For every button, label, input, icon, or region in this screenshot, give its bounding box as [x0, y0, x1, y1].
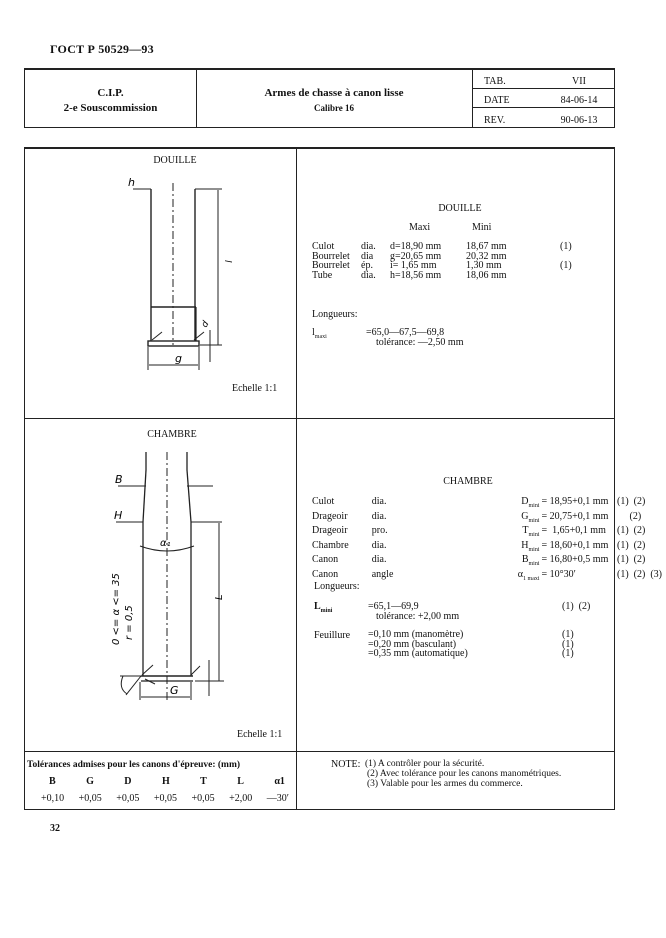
part: Bourrelet — [312, 250, 350, 262]
symbol — [428, 555, 541, 570]
chambre-table-title: CHAMBRE — [443, 476, 493, 487]
notes: (1) (2) — [617, 539, 646, 551]
type: dia. — [371, 496, 387, 507]
mini: 20,32 mm — [466, 250, 507, 262]
sym: H — [521, 539, 529, 551]
symbol — [428, 512, 541, 527]
part: Culot — [312, 241, 335, 252]
type: dia. — [371, 539, 387, 551]
sym: D — [521, 496, 529, 507]
label-L: L — [214, 594, 225, 600]
feuillure-label: Feuillure — [314, 630, 351, 641]
sub: mini — [528, 532, 540, 538]
label-constraint-r: r = 0,5 — [124, 605, 135, 640]
lmax-value: =65,0—67,5—69,8 — [366, 327, 445, 338]
label-B: B — [115, 473, 123, 486]
tol-header: L — [237, 776, 244, 787]
header-title: Armes de chasse à canon lisse — [264, 87, 404, 99]
type: dia. — [361, 241, 376, 252]
label-g: g — [175, 352, 182, 365]
table-row — [312, 512, 666, 527]
sub: mini — [528, 546, 540, 553]
maxi: h=18,56 mm — [390, 269, 442, 281]
part: Drageoir — [312, 525, 348, 536]
symbol — [428, 541, 541, 556]
lmin-value: =65,1—69,9 — [368, 601, 419, 612]
tolerances-title: Tolérances admises pour les canons d'épreuve: (mm) — [27, 760, 241, 770]
mini: 18,67 mm — [466, 241, 507, 252]
value: = 16,80+0,5 mm — [541, 554, 609, 565]
table-row — [312, 541, 666, 556]
sym: α — [517, 568, 524, 580]
tol-value: +0,05 — [191, 793, 215, 804]
notes: (1) (2) — [617, 525, 646, 536]
tol-value: +0,05 — [116, 793, 140, 804]
feuillure-note: (1) — [562, 629, 574, 640]
col-maxi: Maxi — [409, 222, 431, 233]
meta-value: VII — [572, 76, 586, 87]
meta-key: TAB. — [484, 76, 506, 87]
document-code: ГОСТ Р 50529—93 — [50, 42, 154, 56]
lmin-tolerance: tolérance: +2,00 mm — [376, 611, 460, 622]
tol-value: +2,00 — [229, 793, 253, 804]
tolerances-header-row — [27, 776, 291, 787]
tol-header: D — [124, 776, 132, 787]
notes: (1) (2) — [617, 496, 646, 507]
label-H: H — [114, 509, 123, 522]
type: dia. — [371, 554, 387, 565]
part: Tube — [312, 269, 333, 281]
page-number: 32 — [50, 823, 60, 834]
sub: mini — [528, 503, 540, 509]
feuillure-note: (1) — [562, 648, 574, 659]
sym: G — [521, 510, 529, 522]
table-row — [312, 570, 666, 585]
part: Canon — [312, 568, 339, 580]
lmax-tolerance: tolérance: —2,50 mm — [376, 337, 464, 348]
subcommission: 2-e Souscommission — [63, 102, 158, 114]
type: ép. — [361, 260, 373, 271]
table-row — [312, 555, 666, 570]
feuillure-item: =0,35 mm (automatique) — [368, 648, 468, 659]
table-row — [312, 526, 666, 541]
notes: (2) — [617, 510, 642, 522]
sub: mini — [528, 561, 540, 567]
header-subtitle: Calibre 16 — [313, 103, 355, 113]
symbol — [428, 526, 541, 541]
maxi: i= 1,65 mm — [390, 260, 437, 271]
type: angle — [371, 568, 394, 580]
maxi: g=20,65 mm — [390, 250, 442, 262]
symbol — [428, 497, 541, 512]
value: = 18,95+0,1 mm — [541, 496, 609, 507]
chambre-lengths-label: Longueurs: — [314, 581, 360, 592]
sym: B — [521, 554, 529, 565]
part: Culot — [312, 496, 335, 507]
chambre-scale: Echelle 1:1 — [237, 729, 283, 740]
value: = 18,60+0,1 mm — [541, 539, 609, 551]
note: (1) — [560, 260, 572, 271]
feuillure-notes — [562, 630, 574, 659]
tol-value: +0,10 — [41, 793, 65, 804]
type: pro. — [371, 525, 388, 536]
note-item: (2) Avec tolérance pour les canons manométriques. — [367, 769, 562, 779]
label-d: d — [199, 319, 212, 330]
type: dia. — [361, 269, 376, 281]
tol-value: —30′ — [266, 793, 289, 804]
meta-value: 84-06-14 — [560, 95, 598, 106]
feuillure-note: (1) — [562, 638, 574, 650]
label-l: l — [222, 260, 232, 263]
type: dia — [361, 250, 374, 262]
lmax-symbol: l — [312, 327, 315, 338]
douille-table-title: DOUILLE — [438, 203, 482, 214]
maxi: d=18,90 mm — [390, 241, 442, 252]
part: Chambre — [312, 539, 349, 551]
label-constraint-alpha: 0 <= α <= 35 — [111, 573, 122, 645]
lmin-label — [314, 601, 332, 614]
part: Bourrelet — [312, 260, 350, 271]
note-item: (1) A contrôler pour la sécurité. — [365, 759, 485, 769]
table-row — [312, 497, 666, 512]
tol-header: α1 — [274, 776, 285, 787]
chambre-table — [312, 497, 666, 584]
symbol — [428, 570, 541, 585]
tol-value: +0,05 — [78, 793, 102, 804]
note-item: (3) Valable pour les armes du commerce. — [367, 779, 523, 789]
label-alpha1: α₁ — [160, 538, 171, 549]
feuillure-item: =0,10 mm (manomètre) — [368, 629, 464, 640]
lmin-sub: mini — [320, 608, 333, 614]
meta-key: DATE — [484, 95, 510, 106]
notes-label: NOTE: — [331, 759, 361, 770]
tolerances-block — [27, 760, 291, 804]
value: = 1,65+0,1 mm — [541, 525, 606, 536]
notes: (1) (2) (3) — [617, 568, 662, 580]
tol-header: H — [161, 776, 170, 787]
lmin-notes: (1) (2) — [562, 601, 591, 612]
mini: 18,06 mm — [466, 269, 507, 281]
notes: (1) (2) — [617, 554, 646, 565]
douille-lengths-label: Longueurs: — [312, 309, 358, 320]
feuillure-item: =0,20 mm (basculant) — [368, 638, 457, 650]
lmax-sub: maxi — [314, 334, 327, 340]
tol-header: B — [49, 776, 56, 787]
tol-header: G — [86, 776, 94, 787]
sym: T — [522, 525, 529, 536]
mini: 1,30 mm — [466, 260, 502, 271]
sub: mini — [528, 517, 540, 524]
lmin-symbol: L — [314, 601, 321, 612]
tol-value: +0,05 — [153, 793, 178, 804]
douille-drawing-title: DOUILLE — [153, 155, 197, 166]
tolerances-value-row — [27, 793, 291, 804]
value: = 10°30′ — [541, 568, 576, 580]
sub: 1 maxi — [523, 575, 540, 582]
label-G: G — [170, 684, 179, 697]
meta-key: REV. — [484, 115, 506, 126]
part: Drageoir — [312, 510, 348, 522]
tol-header: T — [200, 776, 207, 787]
chambre-drawing-title: CHAMBRE — [147, 429, 197, 440]
douille-scale: Echelle 1:1 — [232, 383, 278, 394]
meta-value: 90-06-13 — [560, 115, 598, 126]
feuillure-values — [368, 630, 468, 659]
type: dia. — [371, 510, 387, 522]
note: (1) — [560, 241, 572, 252]
part: Canon — [312, 554, 339, 565]
notes-list — [365, 759, 561, 789]
col-mini: Mini — [472, 222, 492, 233]
value: = 20,75+0,1 mm — [541, 510, 609, 522]
org-name: C.I.P. — [97, 87, 124, 99]
label-h: h — [128, 176, 135, 189]
